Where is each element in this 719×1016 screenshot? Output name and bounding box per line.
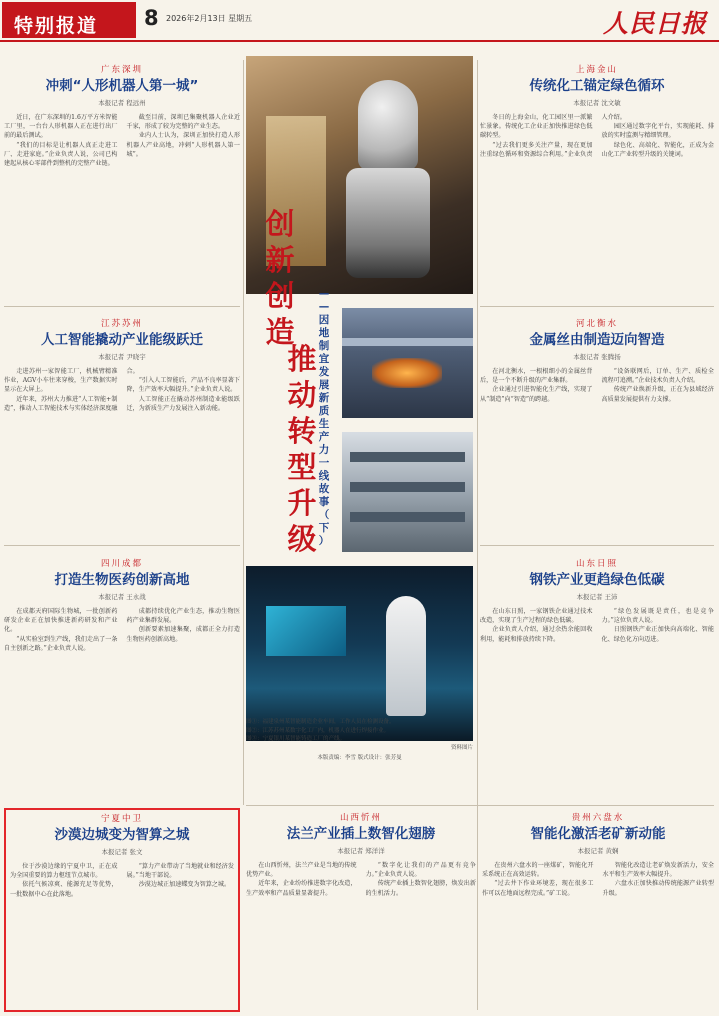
- article-byline: 本报记者 程远州: [98, 99, 146, 107]
- article-body: [10, 862, 234, 1012]
- title-char: 造: [265, 315, 295, 349]
- paragraph: 走进苏州一家智能工厂，机械臂精准作业，AGV小车往来穿梭，生产数据实时显示在大屏上。: [4, 368, 118, 394]
- article-byline: 本报记者 沈文敏: [573, 99, 621, 107]
- paragraph: 业内人士认为，深圳正加快打造人形机器人产业高地，冲刺“人形机器人第一城”。: [126, 132, 240, 158]
- paragraph: “设备联网后，订单、生产、质检全流程可追溯。”企业技术负责人介绍。: [601, 368, 714, 385]
- article-body: [480, 113, 714, 293]
- subtitle-char: 制: [318, 340, 330, 352]
- paragraph: “过去我们更多关注产量，现在更加注重绿色循环和资源综合利用。”企业负责人介绍。: [480, 114, 626, 158]
- paragraph: “数字化让我们的产品更有竞争力。”企业负责人说。: [365, 862, 476, 879]
- subtitle-char: 因: [318, 314, 330, 326]
- article-region: 上海金山: [575, 65, 618, 75]
- paragraph: “从实验室到生产线，我们走出了一条自主创新之路。”企业负责人说。: [4, 635, 118, 652]
- article-headline: 智能化激活老矿新动能: [530, 826, 666, 842]
- paragraph: 成都持续优化产业生态，推动生物医药产业集群发展。: [126, 608, 240, 625]
- paragraph: 园区通过数字化平台，实现能耗、排放的实时监测与精细管理。: [601, 123, 714, 140]
- paragraph: “绿色发展既是责任，也是竞争力。”这位负责人说。: [601, 608, 714, 625]
- factory-photo: [342, 308, 473, 418]
- paragraph: 在成都天府国际生物城，一批创新药研发企业正在加快推进新药研发和产业化。: [4, 608, 118, 634]
- subtitle-char: —: [318, 288, 330, 300]
- article-headline: 金属丝由制造迈向智造: [529, 332, 665, 348]
- article-region: 山西忻州: [339, 813, 382, 823]
- issue-date: 2026年2月13日 星期五: [166, 14, 253, 23]
- newspaper-logo: 人民日报: [602, 9, 707, 38]
- paragraph: 在山东日照，一家钢铁企业通过技术改造，实现了生产过程的绿色低碳。: [480, 608, 593, 625]
- masthead: [0, 0, 719, 42]
- article-region: 山东日照: [575, 559, 618, 569]
- paragraph: 近年来，苏州大力推进“人工智能+制造”，推动人工智能技术与实体经济深度融合。: [4, 368, 139, 412]
- paragraph: “我们的目标是让机器人真正走进工厂、走进家庭。”企业负责人说，公司已构建起从核心零部件到整机的完整产业链。: [4, 141, 118, 168]
- feature-subtitle: [314, 288, 334, 548]
- article-headline: 法兰产业插上数智化翅膀: [286, 826, 436, 842]
- paragraph: 近年来，企业纷纷推进数字化改造，生产效率和产品质量显著提升。: [246, 880, 357, 897]
- paragraph: 创新要素加速集聚，成都正全力打造生物医药创新高地。: [126, 626, 240, 643]
- article-byline: 本报记者 张腾扬: [573, 353, 621, 361]
- subtitle-char: 生: [318, 418, 330, 430]
- caption: 图②：江苏苏州某数字化工厂内，机器人在进行焊接作业。: [246, 727, 390, 734]
- title-char: 转: [287, 414, 317, 448]
- page-number: 8: [144, 6, 159, 30]
- article-hengshui: [480, 318, 714, 518]
- article-headline: 沙漠边城变为智算之城: [54, 827, 190, 843]
- article-liupanshui: [482, 812, 714, 1012]
- article-headline: 钢铁产业更趋绿色低碳: [529, 572, 665, 588]
- feature-title-line1: [250, 206, 310, 350]
- subtitle-char: 展: [318, 379, 330, 391]
- subtitle-char: 线: [318, 470, 330, 482]
- title-char: 级: [287, 522, 317, 556]
- subtitle-char: 下: [318, 522, 330, 534]
- paragraph: 人工智能正在撬动苏州制造业能级跃迁，为新质生产力发展注入新动能。: [126, 395, 240, 412]
- subtitle-char: —: [318, 301, 330, 313]
- article-headline: 冲刺“人形机器人第一城”: [45, 78, 199, 94]
- paragraph: 位于沙漠边缘的宁夏中卫，正在成为全国重要的算力枢纽节点城市。: [10, 863, 118, 880]
- article-headline: 传统化工锚定绿色循环: [529, 78, 665, 94]
- paragraph: 企业负责人介绍，通过余热余能回收利用，能耗和排放持续下降。: [480, 626, 593, 643]
- subtitle-char: （: [318, 509, 330, 521]
- paragraph: 绿色化、高端化、智能化，正成为金山化工产业转型升级的关键词。: [601, 141, 714, 158]
- divider: [243, 60, 244, 805]
- title-char: 型: [287, 450, 317, 484]
- section-banner: [2, 2, 136, 38]
- article-body: [480, 607, 714, 797]
- subtitle-char: 故: [318, 483, 330, 495]
- article-body: [480, 367, 714, 517]
- article-byline: 本报记者 张文: [101, 848, 143, 856]
- paragraph: 沙漠边城正加速蝶变为智算之城。: [138, 881, 231, 889]
- article-shenzhen: [4, 64, 240, 294]
- article-suzhou: [4, 318, 240, 518]
- subtitle-char: 宜: [318, 353, 330, 365]
- subtitle-char: 地: [318, 327, 330, 339]
- caption: 图①：福建泉州某智能制造企业车间，工作人员在检测设备。: [246, 719, 395, 725]
- article-byline: 本报记者 王沛: [576, 593, 618, 601]
- title-char: 创: [265, 279, 295, 313]
- article-body: [4, 367, 240, 517]
- article-zhongwei: [4, 808, 240, 1012]
- article-byline: 本报记者 尹晓宇: [98, 353, 146, 361]
- article-body: [482, 861, 714, 1011]
- paragraph: 截至目前，深圳已集聚机器人企业近千家，形成了较为完整的产业生态。: [126, 114, 240, 131]
- title-char: 动: [287, 378, 317, 412]
- paragraph: 在河北衡水，一根根细小的金属丝背后，是一个不断升级的产业集群。: [480, 368, 593, 385]
- subtitle-char: 质: [318, 405, 330, 417]
- article-headline: 人工智能撬动产业能级跃迁: [41, 332, 203, 348]
- title-char: 创: [265, 207, 295, 241]
- subtitle-char: 事: [318, 496, 330, 508]
- section-title: 特别报道: [14, 15, 99, 37]
- feature-photo-block: [246, 56, 473, 772]
- paragraph: 传统产业插上数智化翅膀，焕发出新的生机活力。: [365, 880, 476, 897]
- workshop-photo: [342, 432, 473, 552]
- article-region: 江苏苏州: [100, 319, 143, 329]
- paragraph: 冬日的上海金山，化工园区里一派繁忙景象。传统化工企业正加快推进绿色低碳转型。: [480, 114, 593, 140]
- paragraph: 依托气候凉爽、能源充足等优势，一批数据中心在此落地。: [10, 881, 118, 898]
- paragraph: 企业通过引进智能化生产线，实现了从“制造”向“智造”的跨越。: [480, 386, 593, 403]
- article-headline: 打造生物医药创新高地: [54, 572, 190, 588]
- paragraph: 近日，在广东深圳的1.6万平方米智能工厂里，一台台人形机器人正在进行出厂前的最后测试。: [4, 114, 118, 140]
- divider: [246, 805, 714, 806]
- paragraph: 六盘水正加快推动传统能源产业转型升级。: [602, 880, 714, 897]
- article-xinzhou: [246, 812, 476, 1012]
- divider: [4, 306, 240, 307]
- article-byline: 本报记者 郑洋洋: [337, 847, 385, 855]
- paragraph: 日照钢铁产业正加快向高端化、智能化、绿色化方向迈进。: [601, 626, 714, 643]
- data-center-photo: [246, 566, 473, 741]
- paragraph: 传统产业焕新升级，正在为县域经济高质量发展提供有力支撑。: [601, 386, 714, 403]
- article-region: 宁夏中卫: [100, 814, 143, 824]
- paragraph: “过去井下作业环境差，现在很多工作可以在地面远程完成。”矿工说。: [482, 880, 594, 897]
- masthead-rule: [0, 40, 719, 42]
- divider: [4, 545, 240, 546]
- caption: 图③：宁夏银川某智能铸造工厂的产线。: [246, 736, 346, 742]
- article-region: 河北衡水: [575, 319, 618, 329]
- article-body: [4, 113, 240, 293]
- paragraph: 在山西忻州，法兰产业是当地的传统优势产业。: [246, 862, 357, 879]
- subtitle-char: 一: [318, 457, 330, 469]
- subtitle-char: 发: [318, 366, 330, 378]
- paragraph: “引入人工智能后，产品不良率显著下降，生产效率大幅提升。”企业负责人说。: [126, 377, 240, 394]
- divider: [477, 60, 478, 1010]
- title-char: 升: [287, 486, 317, 520]
- article-body: [4, 607, 240, 797]
- article-region: 贵州六盘水: [571, 813, 625, 823]
- article-region: 四川成都: [100, 559, 143, 569]
- subtitle-char: 力: [318, 444, 330, 456]
- divider: [480, 306, 714, 307]
- subtitle-char: ）: [318, 535, 330, 547]
- article-byline: 本报记者 黄娴: [577, 847, 619, 855]
- title-char: 新: [265, 243, 295, 277]
- subtitle-char: 新: [318, 392, 330, 404]
- divider: [480, 545, 714, 546]
- article-chengdu: [4, 558, 240, 798]
- editor-credit: 本版责编：李雪 版式设计：张芳曼: [317, 755, 402, 761]
- article-rizhao: [480, 558, 714, 798]
- article-region: 广东深圳: [100, 65, 143, 75]
- article-byline: 本报记者 王永战: [98, 593, 146, 601]
- article-body: [246, 861, 476, 1011]
- paragraph: “算力产业带动了当地就业和经济发展。”当地干部说。: [126, 863, 234, 880]
- paragraph: 智能化改造让老矿焕发新活力，安全水平和生产效率大幅提升。: [602, 862, 714, 879]
- paragraph: 在贵州六盘水的一座煤矿，智能化开采系统正在高效运转。: [482, 862, 594, 879]
- title-char: 推: [287, 342, 317, 376]
- article-jinshan: [480, 64, 714, 294]
- photo-captions: [246, 718, 473, 763]
- photo-credit: 资料图片: [450, 744, 473, 751]
- subtitle-char: 产: [318, 431, 330, 443]
